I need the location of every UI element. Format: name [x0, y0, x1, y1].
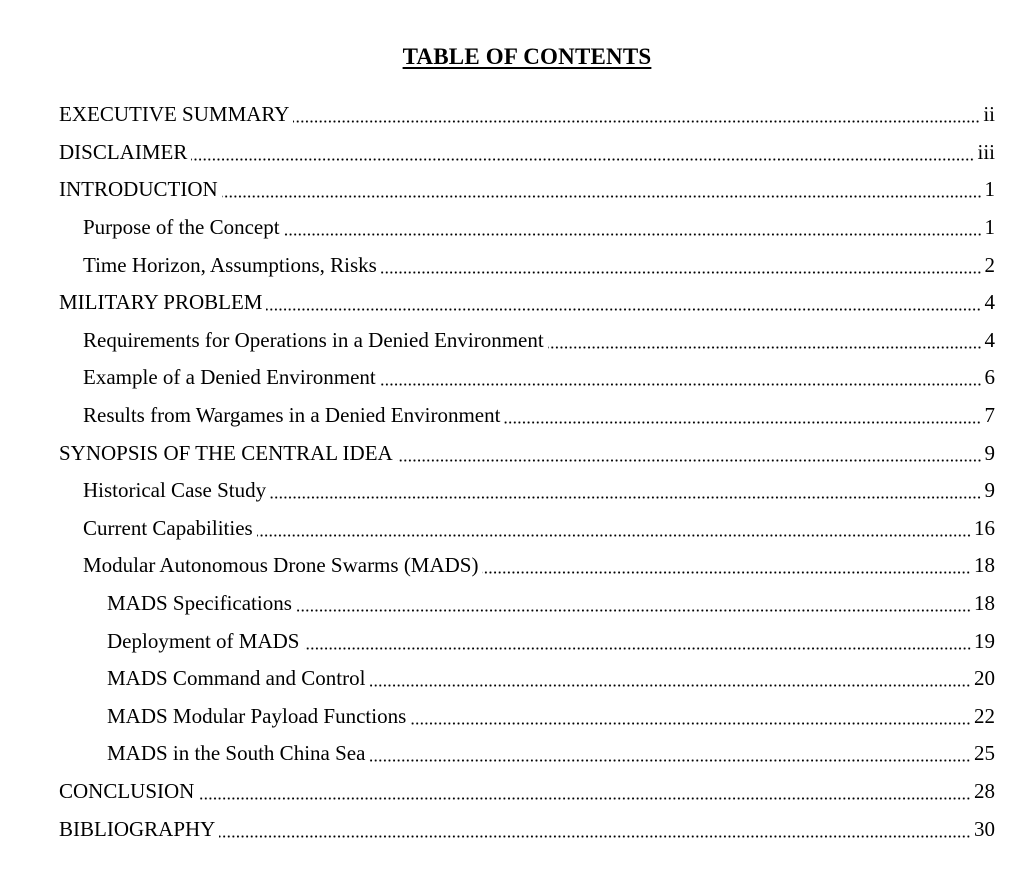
toc-entry-label: MADS Command and Control	[107, 668, 369, 689]
dot-leader	[482, 571, 971, 574]
dot-leader	[548, 346, 982, 349]
toc-entry-page: 6	[984, 365, 995, 390]
dot-leader	[397, 459, 982, 462]
toc-entry-page: 20	[974, 666, 995, 691]
dot-leader	[380, 383, 982, 386]
toc-entry[interactable]	[59, 397, 995, 435]
toc-entry-page: 25	[974, 741, 995, 766]
dot-leader	[381, 271, 982, 274]
toc-entry[interactable]	[59, 547, 995, 585]
dot-leader	[304, 647, 972, 650]
toc-entry[interactable]	[59, 171, 995, 209]
toc-entry-page: 2	[984, 252, 995, 277]
toc-entry-label: DISCLAIMER	[59, 142, 191, 163]
toc-entry-label: MILITARY PROBLEM	[59, 292, 266, 313]
dot-leader	[191, 158, 974, 161]
toc-entry-page: 9	[984, 478, 995, 503]
toc-entry-label: Example of a Denied Environment	[83, 367, 380, 388]
toc-entry[interactable]	[59, 209, 995, 247]
toc-entry-label: Requirements for Operations in a Denied Environment	[83, 330, 548, 351]
toc-entry[interactable]	[59, 810, 995, 848]
toc-entry-page: 22	[974, 703, 995, 728]
toc-entry-label: MADS Modular Payload Functions	[107, 706, 410, 727]
toc-entry[interactable]	[59, 134, 995, 172]
toc-entry-label: BIBLIOGRAPHY	[59, 819, 219, 840]
toc-entry[interactable]	[59, 773, 995, 811]
dot-leader	[270, 496, 981, 499]
toc-entry-label: Current Capabilities	[83, 518, 257, 539]
toc-entry[interactable]	[59, 246, 995, 284]
toc-entry-page: 4	[984, 327, 995, 352]
toc-entry[interactable]	[59, 622, 995, 660]
toc-entry-page: ii	[983, 102, 995, 127]
toc-entry-page: 18	[974, 553, 995, 578]
toc-entry-page: 16	[974, 515, 995, 540]
toc-entry-label: MADS in the South China Sea	[107, 743, 369, 764]
toc-entry-page: 7	[984, 403, 995, 428]
toc-entry-label: MADS Specifications	[107, 593, 296, 614]
toc-entry-page: 28	[974, 778, 995, 803]
toc-entry[interactable]	[59, 322, 995, 360]
dot-leader	[284, 233, 982, 236]
toc-entry-label: Deployment of MADS	[107, 631, 304, 652]
toc-entry-page: 19	[974, 628, 995, 653]
dot-leader	[410, 722, 971, 725]
toc-entry[interactable]	[59, 510, 995, 548]
toc-entry-page: 30	[974, 816, 995, 841]
toc-entry-page: iii	[977, 139, 995, 164]
toc-entry-label: Purpose of the Concept	[83, 217, 284, 238]
toc-entry[interactable]	[59, 284, 995, 322]
toc-entry[interactable]	[59, 472, 995, 510]
dot-leader	[369, 684, 971, 687]
toc-entry[interactable]	[59, 660, 995, 698]
page-title: TABLE OF CONTENTS	[402, 44, 652, 69]
dot-leader	[293, 120, 980, 123]
toc-entry-page: 1	[984, 177, 995, 202]
dot-leader	[296, 609, 971, 612]
toc-entry-page: 9	[984, 440, 995, 465]
dot-leader	[369, 759, 971, 762]
toc-entry[interactable]	[59, 96, 995, 134]
dot-leader	[198, 797, 971, 800]
toc-entry[interactable]	[59, 698, 995, 736]
dot-leader	[219, 835, 971, 838]
toc-entry-label: Results from Wargames in a Denied Environment	[83, 405, 504, 426]
toc-entry[interactable]	[59, 735, 995, 773]
toc-entry-label: Modular Autonomous Drone Swarms (MADS)	[83, 555, 482, 576]
dot-leader	[266, 308, 981, 311]
dot-leader	[504, 421, 981, 424]
toc-entry[interactable]	[59, 585, 995, 623]
toc-entry-page: 18	[974, 591, 995, 616]
toc-entry-label: EXECUTIVE SUMMARY	[59, 104, 293, 125]
toc-entry-label: Time Horizon, Assumptions, Risks	[83, 255, 381, 276]
toc-entry[interactable]	[59, 359, 995, 397]
toc-entry-label: INTRODUCTION	[59, 179, 222, 200]
toc-entry-page: 4	[984, 290, 995, 315]
toc-entry-page: 1	[984, 215, 995, 240]
dot-leader	[257, 534, 971, 537]
dot-leader	[222, 195, 982, 198]
toc-entry-label: CONCLUSION	[59, 781, 198, 802]
toc-entry-label: SYNOPSIS OF THE CENTRAL IDEA	[59, 443, 397, 464]
toc-entry[interactable]	[59, 434, 995, 472]
toc-entry-label: Historical Case Study	[83, 480, 270, 501]
table-of-contents	[59, 96, 995, 848]
